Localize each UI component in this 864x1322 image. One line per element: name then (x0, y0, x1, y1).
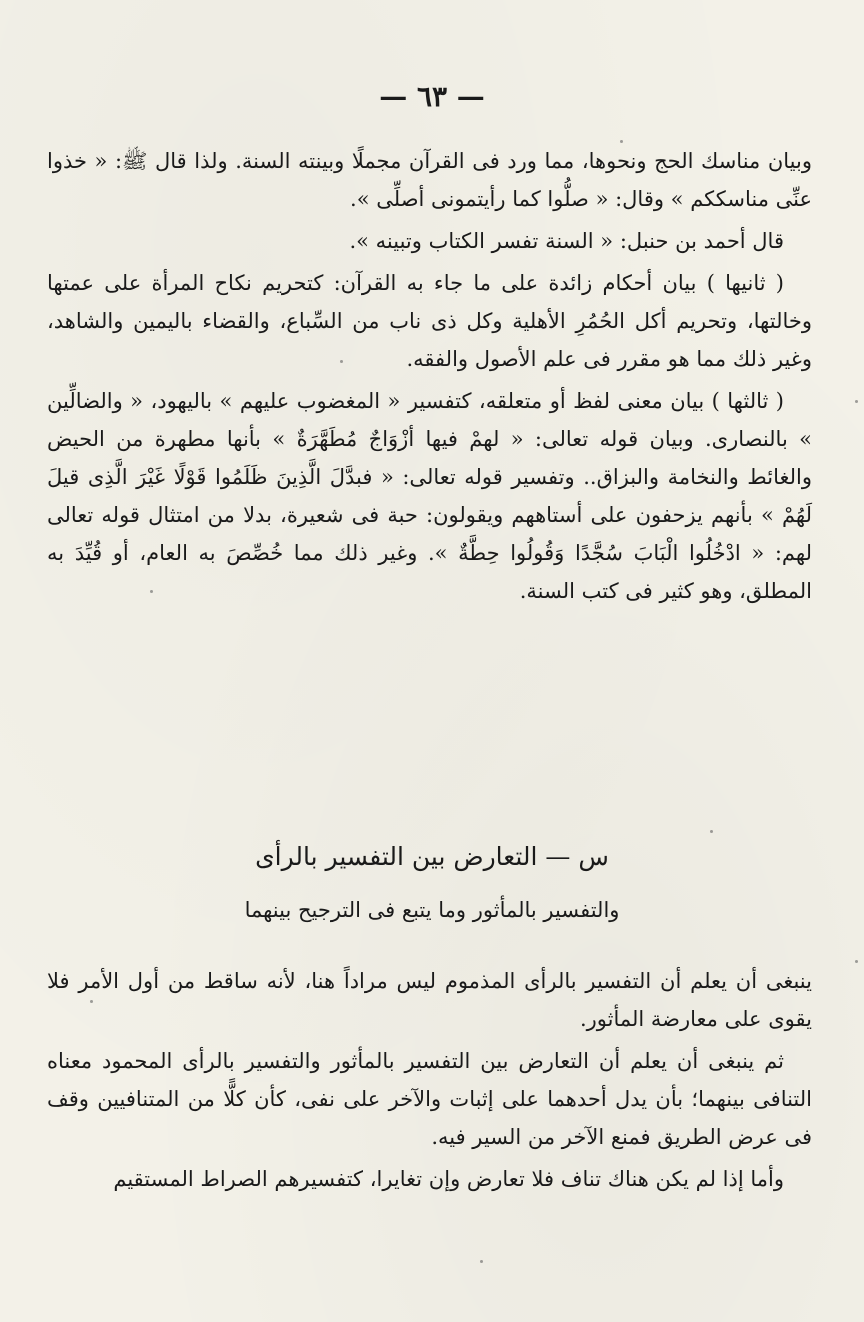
ink-speck (710, 830, 713, 833)
ink-speck (855, 400, 858, 403)
page-number: — ٦٣ — (379, 80, 485, 113)
ink-speck (480, 1260, 483, 1263)
paragraph-second-type: ( ثانيها ) بيان أحكام زائدة على ما جاء به القرآن: كتحريم نكاح المرأة على عمتها وخالتها، وتحريم أكل الحُمُرِ الأهلية وكل ذى ناب من السِّباع، والقضاء باليمين والشاهد، وغير ذلك مما هو مقرر فى علم الأصول والفقه. (47, 271, 812, 371)
paragraph-no-contradiction: وأما إذا لم يكن هناك تناف فلا تعارض وإن تغايرا، كتفسيرهم الصراط المستقيم (113, 1167, 784, 1191)
paragraph-third-type: ( ثالثها ) بيان معنى لفظ أو متعلقه، كتفسير « المغضوب عليهم » باليهود، « والضالِّين » بالنصارى. وبيان قوله تعالى: « لهمْ فيها أزْوَاجٌ مُطَهَّرَةٌ » بأنها مطهرة من الحيض والغائط والنخامة والبزاق.. وتفسير قوله تعالى: « فبدَّلَ الَّذِينَ ظَلَمُوا قَوْلًا غَيْرَ الَّذِى قيلَ لَهُمْ » بأنهم يزحفون على أستاههم ويقولون: حبة فى شعيرة، بدلا من امتثال قوله تعالى لهم: « ادْخُلُوا الْبَابَ سُجَّدًا وَقُولُوا حِطَّةٌ ». وغير ذلك مما خُصِّصَ به العام، أو قُيِّدَ به المطلق، وهو كثير فى كتب السنة. (47, 389, 812, 603)
body-text-bottom (47, 962, 812, 1202)
paragraph-contradiction-meaning: ثم ينبغى أن يعلم أن التعارض بين التفسير بالمأثور والتفسير بالرأى المحمود معناه التنافى بينهما؛ بأن يدل أحدهما على إثبات والآخر على نفى، كأن كلًّا من المتنافيين وقف فى عرض الطريق فمنع الآخر من السير فيه. (47, 1049, 812, 1149)
ink-speck (855, 960, 858, 963)
paragraph-hajj-rites: وبيان مناسك الحج ونحوها، مما ورد فى القرآن مجملًا وبينته السنة. ولذا قال ﷺ: « خذوا عنِّى مناسككم » وقال: « صلُّوا كما رأيتمونى أصلِّى ». (47, 149, 812, 211)
section-title: س — التعارض بين التفسير بالرأى (255, 842, 609, 871)
body-text-top (47, 142, 812, 614)
section-subtitle: والتفسير بالمأثور وما يتبع فى الترجيح بينهما (244, 898, 620, 922)
paragraph-blameworthy-opinion: ينبغى أن يعلم أن التفسير بالرأى المذموم ليس مراداً هنا، لأنه ساقط من أول الأمر فلا يقوى على معارضة المأثور. (47, 969, 812, 1031)
paragraph-ahmad-quote: قال أحمد بن حنبل: « السنة تفسر الكتاب وتبينه ». (349, 229, 784, 253)
